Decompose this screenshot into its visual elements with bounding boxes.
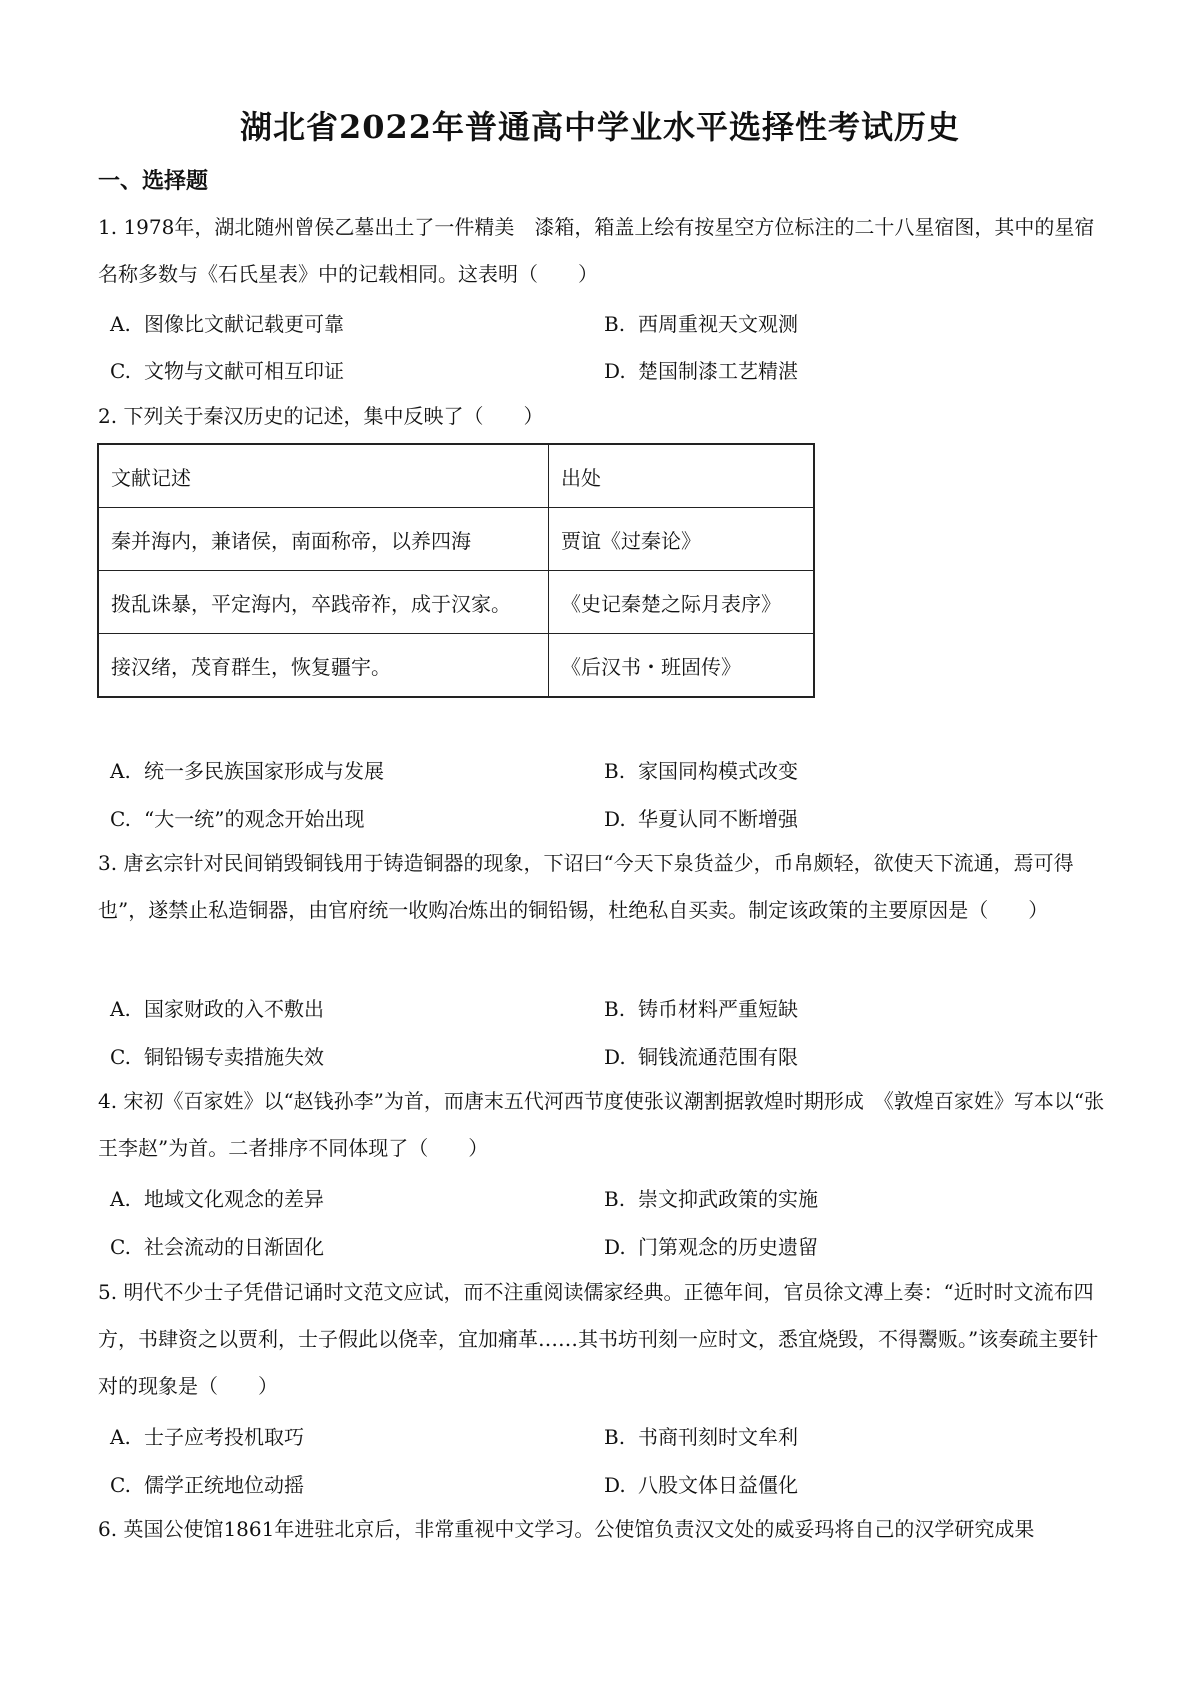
option-text: 文物与文献可相互印证 [144, 359, 344, 383]
option-text: 崇文抑武政策的实施 [638, 1187, 818, 1211]
option-letter: C. [110, 807, 131, 831]
question-3-option-a [110, 995, 324, 1023]
page-title: 湖北省2022年普通高中学业水平选择性考试历史 [239, 108, 961, 146]
table-cell: 《后汉书・班固传》 [549, 634, 815, 698]
section-heading: 一、选择题 [98, 168, 209, 194]
question-3-option-d [604, 1043, 798, 1071]
question-1-option-a [110, 310, 344, 338]
option-letter: B. [604, 1425, 626, 1449]
option-text: 图像比文献记载更可靠 [144, 312, 344, 336]
question-2-option-c [110, 805, 364, 833]
option-letter: B. [604, 1187, 626, 1211]
option-text: 八股文体日益僵化 [638, 1473, 798, 1497]
option-letter: D. [604, 1235, 626, 1259]
table-cell: 《史记秦楚之际月表序》 [549, 571, 815, 634]
option-letter: A. [110, 759, 131, 783]
source-table [97, 443, 815, 698]
option-letter: B. [604, 759, 626, 783]
option-text: “大一统”的观念开始出现 [144, 807, 365, 831]
option-letter: C. [110, 1473, 131, 1497]
question-4-option-d [604, 1233, 818, 1261]
question-5-option-b [604, 1423, 798, 1451]
option-letter: C. [110, 1235, 131, 1259]
option-text: 士子应考投机取巧 [144, 1425, 304, 1449]
question-1-option-c [110, 357, 344, 385]
option-text: 西周重视天文观测 [638, 312, 798, 336]
option-text: 华夏认同不断增强 [638, 807, 798, 831]
table-row [98, 571, 814, 634]
option-text: 铸币材料严重短缺 [638, 997, 798, 1021]
question-5-option-c [110, 1471, 304, 1499]
question-5-stem: 5. 明代不少士子凭借记诵时文范文应试，而不注重阅读儒家经典。正德年间，官员徐文溥上奏：“近时时文流布四方，书肆资之以贾利，士子假此以侥幸，宜加痛革……其书坊刊刻一应时文，悉宜烧毁，不得鬻贩。”该奏疏主要针对的现象是（ ） [98, 1280, 1099, 1398]
option-letter: D. [604, 1045, 626, 1069]
table-header-cell: 文献记述 [98, 444, 549, 508]
option-letter: A. [110, 1425, 131, 1449]
option-text: 楚国制漆工艺精湛 [638, 359, 798, 383]
option-text: 统一多民族国家形成与发展 [144, 759, 384, 783]
option-letter: B. [604, 997, 626, 1021]
option-text: 社会流动的日渐固化 [144, 1235, 324, 1259]
option-letter: A. [110, 997, 131, 1021]
question-4-option-b [604, 1185, 818, 1213]
question-3-option-b [604, 995, 798, 1023]
question-6-stem: 6. 英国公使馆1861年进驻北京后，非常重视中文学习。公使馆负责汉文处的威妥玛将自己的汉学研究成果 [98, 1517, 1035, 1541]
table-cell: 贾谊《过秦论》 [549, 508, 815, 571]
table-row [98, 508, 814, 571]
question-1-stem: 1. 1978年，湖北随州曾侯乙墓出土了一件精美 漆箱，箱盖上绘有按星空方位标注的二十八星宿图，其中的星宿名称多数与《石氏星表》中的记载相同。这表明（ ） [98, 215, 1095, 286]
option-letter: A. [110, 312, 131, 336]
option-letter: C. [110, 1045, 131, 1069]
option-letter: C. [110, 359, 131, 383]
question-4-option-c [110, 1233, 324, 1261]
table-header-cell: 出处 [549, 444, 815, 508]
table-cell: 秦并海内，兼诸侯，南面称帝，以养四海 [98, 508, 549, 571]
question-1-option-d [604, 357, 798, 385]
table-cell: 接汉绪，茂育群生，恢复疆宇。 [98, 634, 549, 698]
question-5-option-a [110, 1423, 304, 1451]
question-5-option-d [604, 1471, 798, 1499]
option-text: 儒学正统地位动摇 [144, 1473, 304, 1497]
question-1-option-b [604, 310, 798, 338]
option-letter: D. [604, 359, 626, 383]
question-3-stem: 3. 唐玄宗针对民间销毁铜钱用于铸造铜器的现象，下诏曰“今天下泉货益少，币帛颇轻，欲使天下流通，焉可得也”，遂禁止私造铜器，由官府统一收购冶炼出的铜铅锡，杜绝私自买卖。制定该政策的主要原因是（ ） [98, 851, 1074, 922]
option-letter: B. [604, 312, 626, 336]
option-letter: A. [110, 1187, 131, 1211]
table-row [98, 634, 814, 698]
question-3-option-c [110, 1043, 324, 1071]
question-4-option-a [110, 1185, 324, 1213]
question-2-option-a [110, 757, 384, 785]
option-text: 门第观念的历史遗留 [638, 1235, 818, 1259]
table-header-row [98, 444, 814, 508]
option-letter: D. [604, 807, 626, 831]
option-text: 家国同构模式改变 [638, 759, 798, 783]
option-text: 铜铅锡专卖措施失效 [144, 1045, 324, 1069]
table-cell: 拨乱诛暴，平定海内，卒践帝祚，成于汉家。 [98, 571, 549, 634]
option-text: 国家财政的入不敷出 [144, 997, 324, 1021]
option-text: 书商刊刻时文牟利 [638, 1425, 798, 1449]
question-4-stem: 4. 宋初《百家姓》以“赵钱孙李”为首，而唐末五代河西节度使张议潮割据敦煌时期形成 《敦煌百家姓》写本以“张王李赵”为首。二者排序不同体现了（ ） [98, 1089, 1105, 1160]
question-2-option-b [604, 757, 798, 785]
question-2-stem: 2. 下列关于秦汉历史的记述，集中反映了（ ） [98, 404, 544, 428]
option-text: 铜钱流通范围有限 [638, 1045, 798, 1069]
option-text: 地域文化观念的差异 [144, 1187, 324, 1211]
option-letter: D. [604, 1473, 626, 1497]
question-2-option-d [604, 805, 798, 833]
